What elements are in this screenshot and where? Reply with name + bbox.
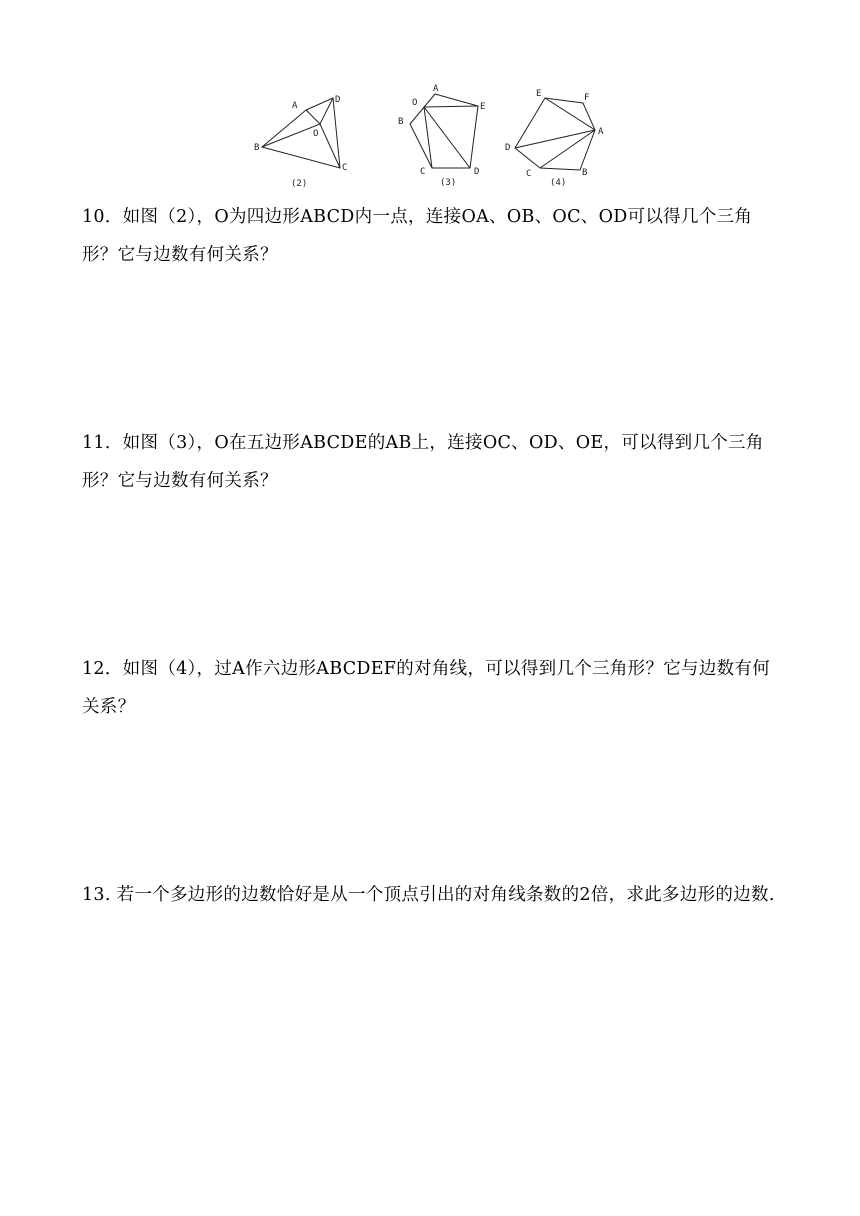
fig3-label-o: O: [412, 98, 418, 108]
fig2-label-o: O: [313, 129, 319, 139]
pentagon-abcde: [410, 94, 478, 168]
fig3-label-a: A: [433, 84, 439, 94]
question-12: 12．如图（4），过A作六边形ABCDEF的对角线，可以得到几个三角形？它与边数有何关系？: [82, 659, 771, 717]
hexagon-abcdef: [515, 98, 595, 170]
figures-row: [0, 0, 860, 200]
fig2-label-c: C: [342, 163, 348, 173]
segment-oa: [306, 110, 320, 124]
segment-od: [320, 98, 333, 124]
fig4-label-e: E: [536, 89, 542, 99]
fig2-label-d: D: [335, 95, 341, 105]
figure-4: [505, 89, 604, 188]
diagonal-ad: [515, 130, 595, 148]
fig3-label-d: D: [474, 167, 480, 177]
fig4-label-a: A: [598, 127, 604, 137]
figure-3: [398, 84, 485, 188]
segment-oc: [320, 124, 340, 168]
question-11: 11．如图（3），O在五边形ABCDE的AB上，连接OC、OD、OE，可以得到几个三角形？它与边数有何关系？: [82, 433, 764, 491]
fig3-caption: (3): [440, 178, 457, 188]
fig4-label-b: B: [582, 168, 588, 178]
fig2-label-a: A: [292, 101, 298, 111]
segment-ob: [262, 124, 320, 147]
question-13: 13. 若一个多边形的边数恰好是从一个顶点引出的对角线条数的2倍，求此多边形的边数.: [82, 885, 775, 905]
fig2-caption: (2): [291, 179, 308, 189]
question-10: 10．如图（2），O为四边形ABCD内一点，连接OA、OB、OC、OD可以得几个三角形？它与边数有何关系？: [82, 207, 753, 265]
geometry-figures: [0, 0, 860, 200]
fig4-label-f: F: [584, 93, 590, 103]
fig3-label-b: B: [398, 117, 404, 127]
fig4-label-d: D: [505, 143, 511, 153]
fig4-caption: (4): [550, 178, 567, 188]
fig4-label-c: C: [526, 169, 532, 179]
fig3-label-c: C: [420, 167, 426, 177]
fig2-label-b: B: [254, 143, 260, 153]
fig3-label-e: E: [480, 102, 486, 112]
figure-2: [254, 95, 347, 189]
segment-oe: [424, 106, 478, 107]
